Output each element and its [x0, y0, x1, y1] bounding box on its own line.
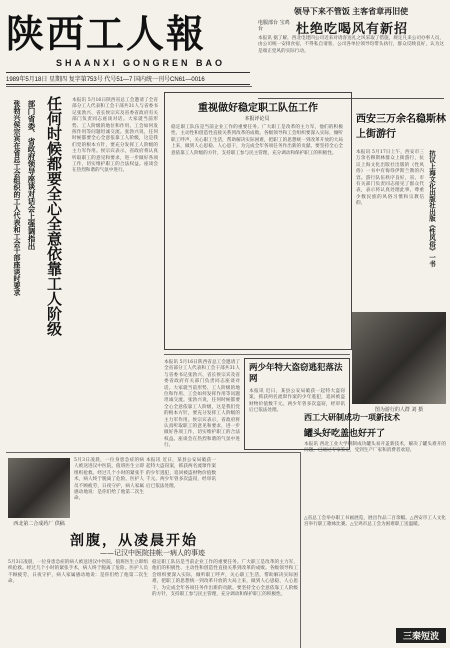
ear-headline: 杜绝吃喝风有新招 — [296, 22, 409, 37]
masthead-pinyin: SHAANXI GONGREN BAO — [56, 58, 226, 68]
story-body: 5月3日凌晨，一位身患急症的病人被送进汉中医院，值班医生立即组织抢救。经过几个小时的紧张手术，病人终于脱离了危险。医护人员不顾疲劳，日夜守护，病人家属感动地说：是你们给了他第二次生命。 — [8, 560, 148, 585]
product-photo-caption: 西北第二合成药厂 供稿 — [13, 521, 65, 527]
lead-side-note: 张勃兴侯宗宾在省总工会组织的工人代表和工会干部座谈时要求 — [13, 100, 22, 296]
mid-news-headline: 两少年特大盗窃逃犯落法网 — [249, 363, 343, 384]
right-body: 本报讯 5月17日上午，西安市三万余名穆斯林群众上街游行，抗议上海文化出版社出版的《性风俗》一书中有侮辱伊斯兰教的内容。游行队伍秩序良好，省、市有关部门负责同志接见了群众代表，表示将认真处理此事，尊重少数民族的风俗习惯和宗教信仰。 — [356, 150, 424, 207]
issue-line: 1989年5月18日 星期四 复字第753号 代号51—7 国内统一刊号CN61—0016 — [6, 72, 250, 85]
divider — [6, 86, 252, 87]
tech-subhead: 罐头好吃盖也好开了 — [304, 429, 386, 439]
protest-photo — [352, 312, 446, 404]
story-intro-2: 本报讯 近日，某县公安局破获一起特大盗窃案，抓获两名流窜作案的少年逃犯，追回被盗财物价值数千元。两少年曾多次盗窃，经审讯后已依法处理。 — [146, 458, 216, 489]
story-subhead: ——记汉中医院挂帐一病人的事迹 — [100, 549, 205, 557]
lead-headline: 任何时候都要全心全意依靠工人阶级 — [45, 96, 63, 336]
feature-headline: 重视做好稳定职工队伍工作 — [198, 103, 318, 114]
protest-photo-caption: 图为游行的人群 刘 摄 — [374, 407, 424, 413]
feature-byline: 本报评论员 — [244, 116, 270, 122]
feature-body: 稳定职工队伍是当前企业工作的重要任务。广大职工是改革的主力军，他们的积极性、主动性和创造性直接关系到改革的成败。各级领导和工会组织要深入实际，倾听职工呼声，关心职工生活，帮助解决实际困难，把职工的思想统一到改革开放的大局上来，做到人心思稳、人心思干，为完成全年各项任务作出新的贡献。要坚持全心全意依靠工人阶级的方针，支持职工参与民主管理，充分调动和保护职工的积极性。 — [171, 125, 343, 156]
ear-section — [258, 18, 444, 99]
product-photo — [8, 458, 70, 518]
ear-label: 电服部台 宝鸡台 — [258, 20, 290, 32]
bottom-right-header: 三秦短波 — [396, 628, 446, 643]
bottom-right-body: △省总工会举办职工书画展览，展出作品二百余幅。△西安市工人文化宫举行职工歌咏比赛。△宝鸡市总工会为困难职工送温暖。 — [304, 516, 446, 528]
lead-subhead: 部门省委、省政府领导座谈对话会上强调指出 — [27, 100, 36, 250]
story-body-2: 稳定职工队伍是当前企业工作的重要任务。广大职工是改革的主力军，他们的积极性、主动性和创造性直接关系到改革的成败。各级领导和工会组织要深入实际，倾听职工呼声，关心职工生活，帮助解决实际困难，把职工的思想统一到改革开放的大局上来，做到人心思稳、人心思干，为完成全年各项任务作出新的贡献。要坚持全心全意依靠工人阶级的方针，支持职工参与民主管理，充分调动和保护职工的积极性。 — [152, 560, 298, 598]
tech-body: 本报讯 西北工业大学研制成功罐头易开盖新技术，解决了罐头难开的问题，已通过专家鉴定，受到生产厂家和消费者欢迎。 — [304, 442, 446, 454]
divider — [300, 452, 301, 648]
right-headline: 西安三万余名稳斯林上街游行 — [356, 114, 446, 140]
divider — [6, 452, 300, 453]
feature-box — [164, 92, 352, 350]
divider — [164, 354, 350, 355]
mid-left-body: 本报讯 5月16日陕西省总工会邀请了全省部分工人代表和工会干部共31人与省委书记张勃兴、省长侯宗宾及省委省政府有关部门负责同志座谈对话。大家就当前形势、工人阶级的地位和作用、工会如何发挥作用等问题坦诚交流。张勃兴说，任何时候都要全心全意依靠工人阶级，这是我们党的根本方针，要充分发挥工人阶级的主力军作用。侯宗宾表示，省政府将认真听取职工的意见和要求，进一步做好各项工作，切实维护职工的合法权益。座谈会在热烈和谐的气氛中进行。 — [164, 360, 240, 449]
top-slogan: 领导下来不管饭 主客省章再旧使 — [293, 7, 409, 16]
masthead-title: 陕西工人報 — [6, 11, 207, 56]
ear-body: 本报讯 据了解，西北电建四公司近来对请客送礼之风采取了措施，规定凡来公司办事人员，由公司统一安排食宿，不得私自请客，公司各单位领导均带头执行，群众反映良好，认为这是端正党风的实际行动。 — [258, 36, 444, 54]
story-headline: 剖腹，从凌晨开始 — [70, 533, 198, 549]
tech-headline: 西工大研制成功一项新技术 — [304, 412, 400, 422]
lead-body: 本报讯 5月16日陕西省总工会邀请了全省部分工人代表和工会干部共31人与省委书记张勃兴、省长侯宗宾及省委省政府有关部门负责同志座谈对话。大家就当前形势、工人阶级的地位和作用、工会如何发挥作用等问题坦诚交流。张勃兴说，任何时候都要全心全意依靠工人阶级，这是我们党的根本方针，要充分发挥工人阶级的主力军作用。侯宗宾表示，省政府将认真听取职工的意见和要求，进一步做好各项工作，切实维护职工的合法权益。座谈会在热烈和谐的气氛中进行。 — [72, 98, 158, 174]
story-intro: 5月3日凌晨，一位身患急症的病人被送进汉中医院，值班医生立即组织抢救。经过几个小时的紧张手术，病人终于脱离了危险。医护人员不顾疲劳，日夜守护，病人家属感动地说：是你们给了他第二次生命。 — [74, 458, 144, 502]
right-subhead: 抗议上海文化出版社出版《性风俗》一书 — [428, 150, 436, 267]
mid-news-body: 本报讯 近日，某县公安局破获一起特大盗窃案，抓获两名流窜作案的少年逃犯，追回被盗财物价值数千元。两少年曾多次盗窃，经审讯后已依法处理。 — [249, 389, 345, 414]
